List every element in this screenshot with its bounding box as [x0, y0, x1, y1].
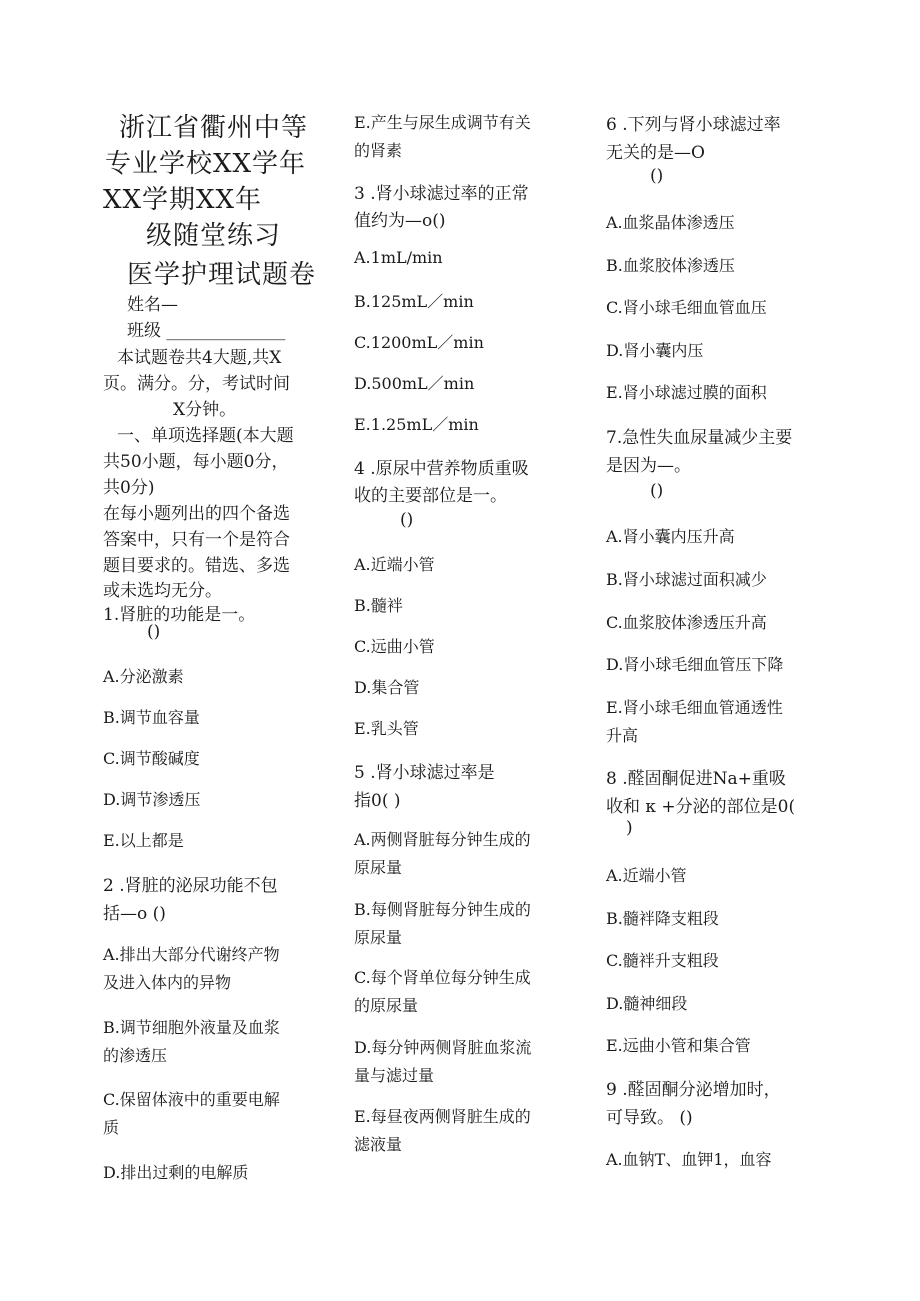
q8-option-d[interactable]: D.髓神细段: [606, 994, 688, 1013]
q5-option-e-line-1[interactable]: E.每昼夜两侧肾脏生成的: [354, 1107, 531, 1126]
q3-option-b[interactable]: B.125mL／min: [354, 292, 474, 311]
intro-line-2: 页。满分。分，考试时间: [103, 374, 290, 394]
q5-option-c-line-2[interactable]: 的原尿量: [354, 996, 419, 1015]
q6-option-c[interactable]: C.肾小球毛细血管血压: [606, 298, 767, 317]
q1-stem-line-1: 1.肾脏的功能是一。: [103, 605, 256, 625]
q8-stem-line-1: 8 .醛固酮促进Na+重吸: [606, 769, 786, 789]
q8-option-c[interactable]: C.髓袢升支粗段: [606, 951, 719, 970]
section1-heading-line-2: 共50小题，每小题0分，: [103, 452, 289, 472]
q6-stem-line-1: 6 .下列与肾小球滤过率: [606, 115, 781, 135]
q3-option-e[interactable]: E.1.25mL／min: [354, 415, 479, 434]
section1-heading-line-1: 一、单项选择题(本大题: [117, 426, 294, 446]
q7-stem-line-3: (): [650, 481, 664, 501]
q7-stem-line-1: 7.急性失血尿量减少主要: [606, 428, 793, 448]
q1-option-d[interactable]: D.调节渗透压: [103, 790, 201, 809]
q4-stem-line-3: (): [400, 510, 414, 530]
q2-option-a-line-2[interactable]: 及进入体内的异物: [103, 973, 232, 992]
q5-stem-line-1: 5 .肾小球滤过率是: [354, 763, 495, 783]
q2-option-e-line-2[interactable]: 的肾素: [354, 141, 403, 160]
q5-option-d-line-2[interactable]: 量与滤过量: [354, 1066, 435, 1085]
title-line-1: 浙江省衢州中等: [119, 113, 309, 143]
q4-option-b[interactable]: B.髓袢: [354, 596, 403, 615]
q5-option-c-line-1[interactable]: C.每个肾单位每分钟生成: [354, 968, 531, 987]
q6-option-d[interactable]: D.肾小囊内压: [606, 341, 704, 360]
intro-line-3: X分钟。: [173, 400, 237, 420]
q6-stem-line-2: 无关的是—O: [606, 143, 705, 163]
q2-stem-line-1: 2 .肾脏的泌尿功能不包: [103, 876, 278, 896]
q2-option-d[interactable]: D.排出过剩的电解质: [103, 1163, 249, 1182]
q5-option-b-line-2[interactable]: 原尿量: [354, 928, 403, 947]
q7-option-a[interactable]: A.肾小囊内压升高: [606, 527, 735, 546]
subtitle: 医学护理试题卷: [127, 260, 317, 290]
intro-line-1: 本试题卷共4大题,共X: [117, 348, 282, 368]
q5-option-d-line-1[interactable]: D.每分钟两侧肾脏血浆流: [354, 1038, 532, 1057]
q9-stem-line-1: 9 .醛固酮分泌增加时，: [606, 1080, 781, 1100]
q8-option-e[interactable]: E.远曲小管和集合管: [606, 1036, 751, 1055]
q6-option-a[interactable]: A.血浆晶体渗透压: [606, 213, 735, 232]
title-line-3: XX学期XX年: [103, 185, 263, 215]
instruction-line-2: 答案中，只有一个是符合: [103, 530, 290, 550]
q9-stem-line-2: 可导致。 (): [606, 1108, 693, 1128]
q2-stem-line-2: 括—o (): [103, 904, 166, 924]
q1-stem-line-2: (): [147, 622, 161, 642]
q7-option-c[interactable]: C.血浆胶体渗透压升高: [606, 613, 767, 632]
q8-stem-line-3: ): [626, 818, 633, 838]
q5-option-a-line-2[interactable]: 原尿量: [354, 858, 403, 877]
q8-option-a[interactable]: A.近端小管: [606, 866, 687, 885]
q7-option-e-line-2[interactable]: 升高: [606, 726, 639, 745]
title-line-4: 级随堂练习: [146, 221, 282, 251]
q4-option-d[interactable]: D.集合管: [354, 678, 420, 697]
name-label: 姓名—: [127, 295, 178, 315]
q4-option-c[interactable]: C.远曲小管: [354, 637, 435, 656]
instruction-line-3: 题目要求的。错选、多选: [103, 556, 290, 576]
q2-option-c-line-2[interactable]: 质: [103, 1118, 120, 1137]
q3-stem-line-1: 3 .肾小球滤过率的正常: [354, 184, 529, 204]
q1-option-a[interactable]: A.分泌激素: [103, 667, 184, 686]
q4-stem-line-1: 4 .原尿中营养物质重吸: [354, 459, 529, 479]
section1-heading-line-3: 共0分): [103, 478, 155, 498]
q8-stem-line-2: 收和 κ +分泌的部位是0(: [606, 797, 796, 817]
q2-option-b-line-1[interactable]: B.调节细胞外液量及血浆: [103, 1018, 280, 1037]
q2-option-c-line-1[interactable]: C.保留体液中的重要电解: [103, 1090, 280, 1109]
title-line-2: 专业学校XX学年: [105, 149, 307, 179]
q1-option-b[interactable]: B.调节血容量: [103, 708, 200, 727]
q8-option-b[interactable]: B.髓袢降支粗段: [606, 909, 719, 928]
q5-stem-line-2: 指0( ): [354, 791, 401, 811]
instruction-line-1: 在每小题列出的四个备选: [103, 504, 290, 524]
q9-option-a[interactable]: A.血钠T、血钾1，血容: [606, 1150, 772, 1169]
q2-option-e-line-1[interactable]: E.产生与尿生成调节有关: [354, 113, 531, 132]
q5-option-a-line-1[interactable]: A.两侧肾脏每分钟生成的: [354, 830, 531, 849]
q3-option-a[interactable]: A.1mL/min: [354, 248, 443, 267]
q7-option-d[interactable]: D.肾小球毛细血管压下降: [606, 655, 784, 674]
q3-option-c[interactable]: C.1200mL／min: [354, 333, 484, 352]
q5-option-e-line-2[interactable]: 滤液量: [354, 1135, 403, 1154]
q3-stem-line-2: 值约为—o(): [354, 211, 446, 231]
q4-option-a[interactable]: A.近端小管: [354, 555, 435, 574]
q6-stem-line-3: (): [650, 166, 664, 186]
q2-option-b-line-2[interactable]: 的渗透压: [103, 1046, 168, 1065]
q4-option-e[interactable]: E.乳头管: [354, 719, 419, 738]
q4-stem-line-2: 收的主要部位是一。: [354, 486, 507, 506]
instruction-line-4: 或未选均无分。: [103, 581, 222, 601]
q5-option-b-line-1[interactable]: B.每侧肾脏每分钟生成的: [354, 900, 531, 919]
q3-option-d[interactable]: D.500mL／min: [354, 374, 475, 393]
q6-option-b[interactable]: B.血浆胶体渗透压: [606, 256, 735, 275]
q6-option-e[interactable]: E.肾小球滤过膜的面积: [606, 383, 767, 402]
q7-option-e-line-1[interactable]: E.肾小球毛细血管通透性: [606, 698, 783, 717]
q2-option-a-line-1[interactable]: A.排出大部分代谢终产物: [103, 945, 280, 964]
q1-option-c[interactable]: C.调节酸碱度: [103, 749, 200, 768]
class-label: 班级 ______________: [127, 321, 286, 341]
q7-stem-line-2: 是因为—。: [606, 456, 691, 476]
q7-option-b[interactable]: B.肾小球滤过面积减少: [606, 570, 767, 589]
q1-option-e[interactable]: E.以上都是: [103, 831, 184, 850]
